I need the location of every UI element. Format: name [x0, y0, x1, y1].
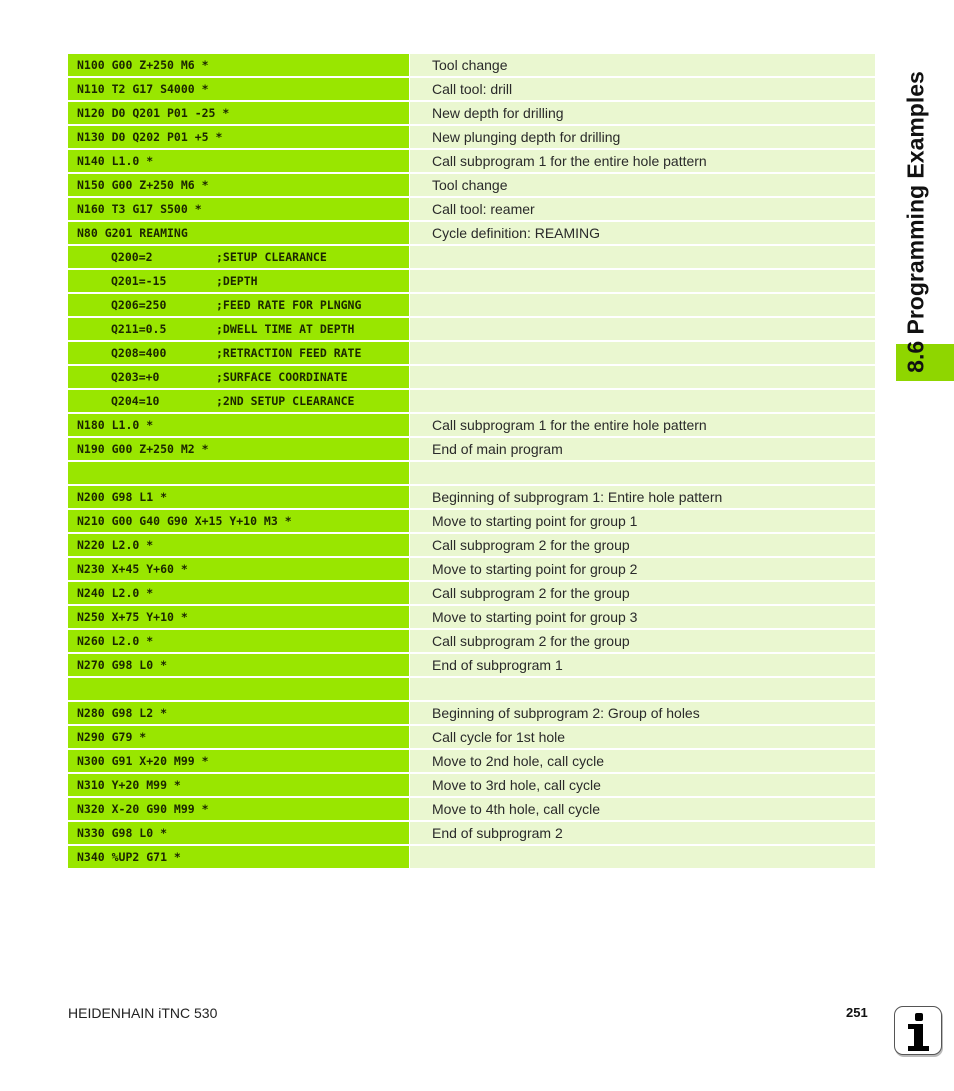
table-row	[68, 486, 875, 508]
cycle-parameter-cell	[68, 294, 409, 316]
description-cell	[410, 678, 875, 700]
description-cell: Move to 2nd hole, call cycle	[410, 750, 875, 772]
description-cell: Beginning of subprogram 2: Group of holes	[410, 702, 875, 724]
description-cell	[410, 318, 875, 340]
description-cell: Move to 4th hole, call cycle	[410, 798, 875, 820]
description-cell: Move to 3rd hole, call cycle	[410, 774, 875, 796]
description-cell: Call subprogram 2 for the group	[410, 534, 875, 556]
nc-code-cell: N250 X+75 Y+10 *	[68, 606, 409, 628]
description-cell: Tool change	[410, 54, 875, 76]
description-cell: Move to starting point for group 3	[410, 606, 875, 628]
table-row	[68, 198, 875, 220]
nc-code-cell	[68, 462, 409, 484]
description-cell	[410, 246, 875, 268]
description-cell: End of subprogram 1	[410, 654, 875, 676]
nc-code-cell	[68, 678, 409, 700]
table-row	[68, 774, 875, 796]
cycle-parameter-cell	[68, 366, 409, 388]
nc-code-cell: N230 X+45 Y+60 *	[68, 558, 409, 580]
nc-code-cell: N190 G00 Z+250 M2 *	[68, 438, 409, 460]
table-row	[68, 606, 875, 628]
table-row	[68, 822, 875, 844]
table-row	[68, 798, 875, 820]
description-cell	[410, 366, 875, 388]
table-row	[68, 558, 875, 580]
description-cell	[410, 342, 875, 364]
description-cell	[410, 390, 875, 412]
table-row	[68, 702, 875, 724]
table-row	[68, 414, 875, 436]
nc-code-cell: N330 G98 L0 *	[68, 822, 409, 844]
table-row	[68, 54, 875, 76]
table-row	[68, 846, 875, 868]
parameter-comment: ;DEPTH	[216, 274, 258, 288]
description-cell: Call cycle for 1st hole	[410, 726, 875, 748]
table-row	[68, 750, 875, 772]
table-row	[68, 294, 875, 316]
nc-code-cell: N270 G98 L0 *	[68, 654, 409, 676]
table-row	[68, 246, 875, 268]
parameter-value: Q211=0.5	[111, 322, 167, 336]
parameter-comment: ;2ND SETUP CLEARANCE	[216, 394, 355, 408]
section-title-text: 8.6 Programming Examples	[902, 71, 929, 373]
parameter-value: Q203=+0	[111, 370, 160, 384]
page-number: 251	[846, 1005, 868, 1020]
table-row	[68, 582, 875, 604]
table-row	[68, 534, 875, 556]
nc-code-cell: N300 G91 X+20 M99 *	[68, 750, 409, 772]
table-row	[68, 102, 875, 124]
info-icon	[894, 1006, 942, 1055]
parameter-value: Q201=-15	[111, 274, 167, 288]
description-cell: Tool change	[410, 174, 875, 196]
table-row	[68, 174, 875, 196]
footer-product-name: HEIDENHAIN iTNC 530	[68, 1005, 218, 1021]
table-row	[68, 510, 875, 532]
description-cell: Cycle definition: REAMING	[410, 222, 875, 244]
nc-code-cell: N340 %UP2 G71 *	[68, 846, 409, 868]
parameter-comment: ;RETRACTION FEED RATE	[216, 346, 362, 360]
parameter-comment: ;DWELL TIME AT DEPTH	[216, 322, 355, 336]
table-row	[68, 390, 875, 412]
table-row	[68, 366, 875, 388]
description-cell	[410, 270, 875, 292]
table-row	[68, 462, 875, 484]
description-cell: Call subprogram 2 for the group	[410, 630, 875, 652]
description-cell: Call subprogram 1 for the entire hole pattern	[410, 150, 875, 172]
parameter-value: Q200=2	[111, 250, 153, 264]
nc-code-cell: N320 X-20 G90 M99 *	[68, 798, 409, 820]
nc-code-cell: N150 G00 Z+250 M6 *	[68, 174, 409, 196]
parameter-value: Q206=250	[111, 298, 167, 312]
description-cell	[410, 462, 875, 484]
parameter-comment: ;SURFACE COORDINATE	[216, 370, 348, 384]
parameter-comment: ;FEED RATE FOR PLNGNG	[216, 298, 362, 312]
nc-code-cell: N310 Y+20 M99 *	[68, 774, 409, 796]
cycle-parameter-cell	[68, 342, 409, 364]
table-row	[68, 270, 875, 292]
nc-code-cell: N160 T3 G17 S500 *	[68, 198, 409, 220]
table-row	[68, 630, 875, 652]
cycle-parameter-cell	[68, 318, 409, 340]
description-cell: New depth for drilling	[410, 102, 875, 124]
table-row	[68, 78, 875, 100]
description-cell: Move to starting point for group 1	[410, 510, 875, 532]
parameter-comment: ;SETUP CLEARANCE	[216, 250, 327, 264]
nc-code-cell: N290 G79 *	[68, 726, 409, 748]
nc-code-cell: N80 G201 REAMING	[68, 222, 409, 244]
table-row	[68, 342, 875, 364]
nc-code-cell: N180 L1.0 *	[68, 414, 409, 436]
description-cell: Move to starting point for group 2	[410, 558, 875, 580]
description-cell: New plunging depth for drilling	[410, 126, 875, 148]
nc-code-cell: N210 G00 G40 G90 X+15 Y+10 M3 *	[68, 510, 409, 532]
cycle-parameter-cell	[68, 390, 409, 412]
description-cell: Beginning of subprogram 1: Entire hole pattern	[410, 486, 875, 508]
nc-code-cell: N140 L1.0 *	[68, 150, 409, 172]
nc-code-cell: N220 L2.0 *	[68, 534, 409, 556]
table-row	[68, 678, 875, 700]
table-row	[68, 150, 875, 172]
table-row	[68, 126, 875, 148]
description-cell	[410, 294, 875, 316]
description-cell: Call tool: reamer	[410, 198, 875, 220]
nc-code-cell: N260 L2.0 *	[68, 630, 409, 652]
table-row	[68, 726, 875, 748]
nc-code-cell: N130 D0 Q202 P01 +5 *	[68, 126, 409, 148]
table-row	[68, 222, 875, 244]
parameter-value: Q204=10	[111, 394, 160, 408]
nc-code-cell: N110 T2 G17 S4000 *	[68, 78, 409, 100]
table-row	[68, 654, 875, 676]
nc-code-cell: N280 G98 L2 *	[68, 702, 409, 724]
nc-code-cell: N200 G98 L1 *	[68, 486, 409, 508]
description-cell	[410, 846, 875, 868]
nc-code-cell: N100 G00 Z+250 M6 *	[68, 54, 409, 76]
cycle-parameter-cell	[68, 270, 409, 292]
table-row	[68, 318, 875, 340]
table-row	[68, 438, 875, 460]
description-cell: End of subprogram 2	[410, 822, 875, 844]
cycle-parameter-cell	[68, 246, 409, 268]
description-cell: End of main program	[410, 438, 875, 460]
nc-code-cell: N240 L2.0 *	[68, 582, 409, 604]
description-cell: Call tool: drill	[410, 78, 875, 100]
parameter-value: Q208=400	[111, 346, 167, 360]
nc-code-cell: N120 D0 Q201 P01 -25 *	[68, 102, 409, 124]
description-cell: Call subprogram 1 for the entire hole pattern	[410, 414, 875, 436]
program-listing-table	[68, 54, 875, 870]
description-cell: Call subprogram 2 for the group	[410, 582, 875, 604]
